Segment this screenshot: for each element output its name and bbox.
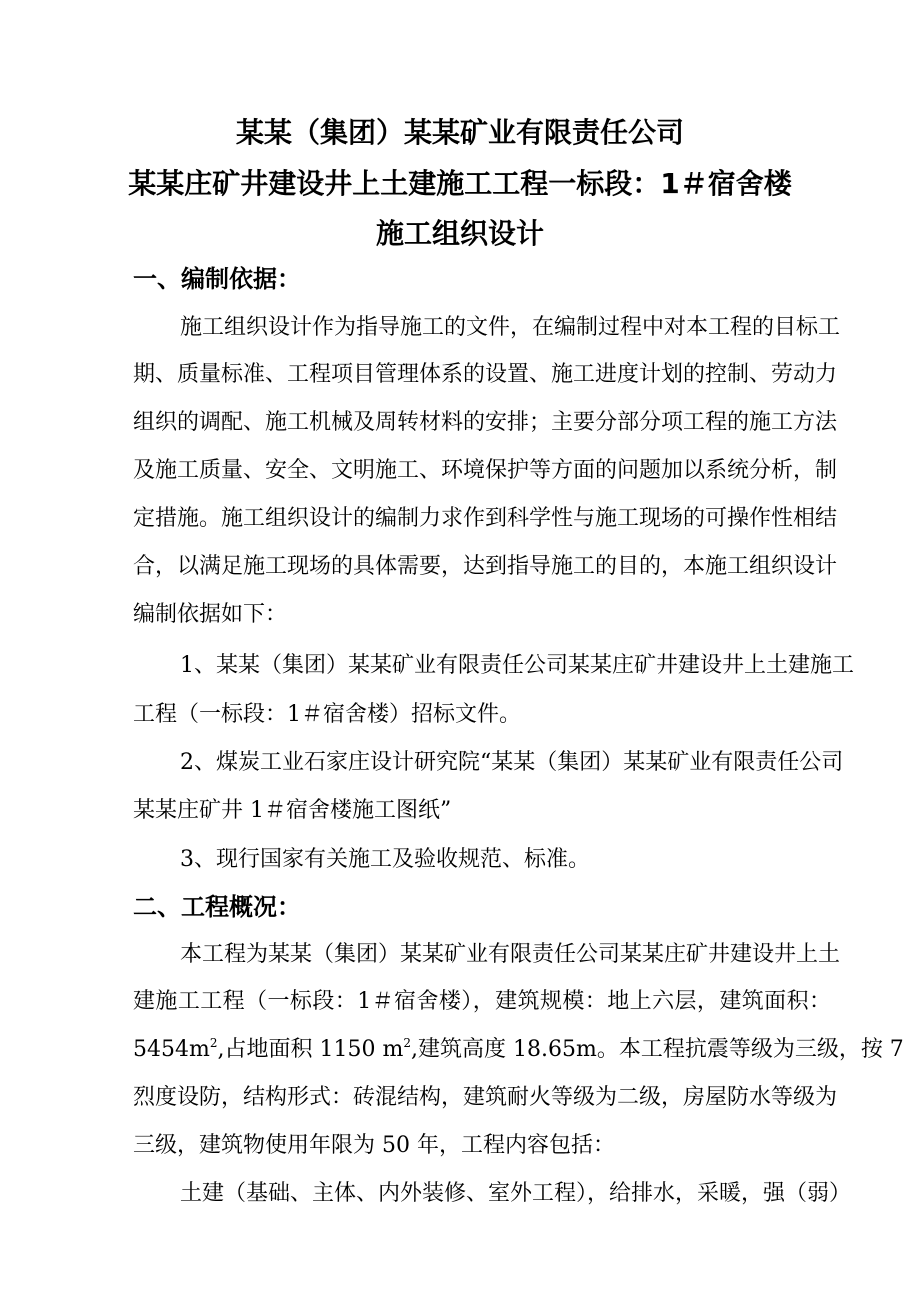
paragraph-line: 本工程为某某（集团）某某矿业有限责任公司某某庄矿井建设井上土	[180, 942, 841, 967]
list-item-1-line-2: 工程（一标段：1＃宿舍楼）招标文件。	[133, 702, 521, 727]
paragraph-line: 及施工质量、安全、文明施工、环境保护等方面的问题加以系统分析，制	[133, 458, 838, 483]
paragraph-line: 土建（基础、主体、内外装修、室外工程），给排水，采暖，强（弱）	[180, 1181, 852, 1206]
list-item-2-line-2: 某某庄矿井 1＃宿舍楼施工图纸”	[133, 798, 452, 823]
paragraph-line: 施工组织设计作为指导施工的文件，在编制过程中对本工程的目标工	[180, 315, 841, 340]
area-value: 5454m	[133, 1037, 210, 1062]
superscript: 2	[403, 1036, 411, 1050]
height-text: ,建筑高度 18.65m。本工程抗震等级为三级，按 7	[410, 1037, 904, 1062]
superscript: 2	[209, 1036, 218, 1050]
section-1-heading: 一、编制依据：	[133, 265, 301, 293]
paragraph-line: 组织的调配、施工机械及周转材料的安排；主要分部分项工程的施工方法	[133, 410, 838, 435]
document-title-line-3: 施工组织设计	[375, 217, 544, 250]
list-item-1-line-1: 1、某某（集团）某某矿业有限责任公司某某庄矿井建设井上土建施工	[180, 653, 854, 678]
paragraph-line: 编制依据如下：	[133, 602, 288, 627]
paragraph-line: 烈度设防，结构形式：砖混结构，建筑耐火等级为二级，房屋防水等级为	[133, 1085, 838, 1110]
land-area-text: ,占地面积 1150 m	[217, 1037, 404, 1062]
list-item-2-line-1: 2、煤炭工业石家庄设计研究院“某某（集团）某某矿业有限责任公司	[180, 750, 844, 775]
paragraph-line: 三级，建筑物使用年限为 50 年，工程内容包括：	[133, 1133, 615, 1158]
document-title-line-1: 某某（集团）某某矿业有限责任公司	[235, 116, 684, 149]
paragraph-line: 定措施。施工组织设计的编制力求作到科学性与施工现场的可操作性相结	[133, 506, 838, 531]
paragraph-line: 期、质量标准、工程项目管理体系的设置、施工进度计划的控制、劳动力	[133, 362, 838, 387]
section-2-heading: 二、工程概况：	[133, 893, 301, 921]
list-item-3: 3、现行国家有关施工及验收规范、标准。	[180, 847, 590, 872]
paragraph-line-with-units	[133, 1034, 904, 1066]
document-title-line-2: 某某庄矿井建设井上土建施工工程一标段：1＃宿舍楼	[128, 167, 792, 200]
paragraph-line: 建施工工程（一标段：1＃宿舍楼），建筑规模：地上六层，建筑面积：	[133, 989, 831, 1014]
paragraph-line: 合，以满足施工现场的具体需要，达到指导施工的目的，本施工组织设计	[133, 554, 838, 579]
